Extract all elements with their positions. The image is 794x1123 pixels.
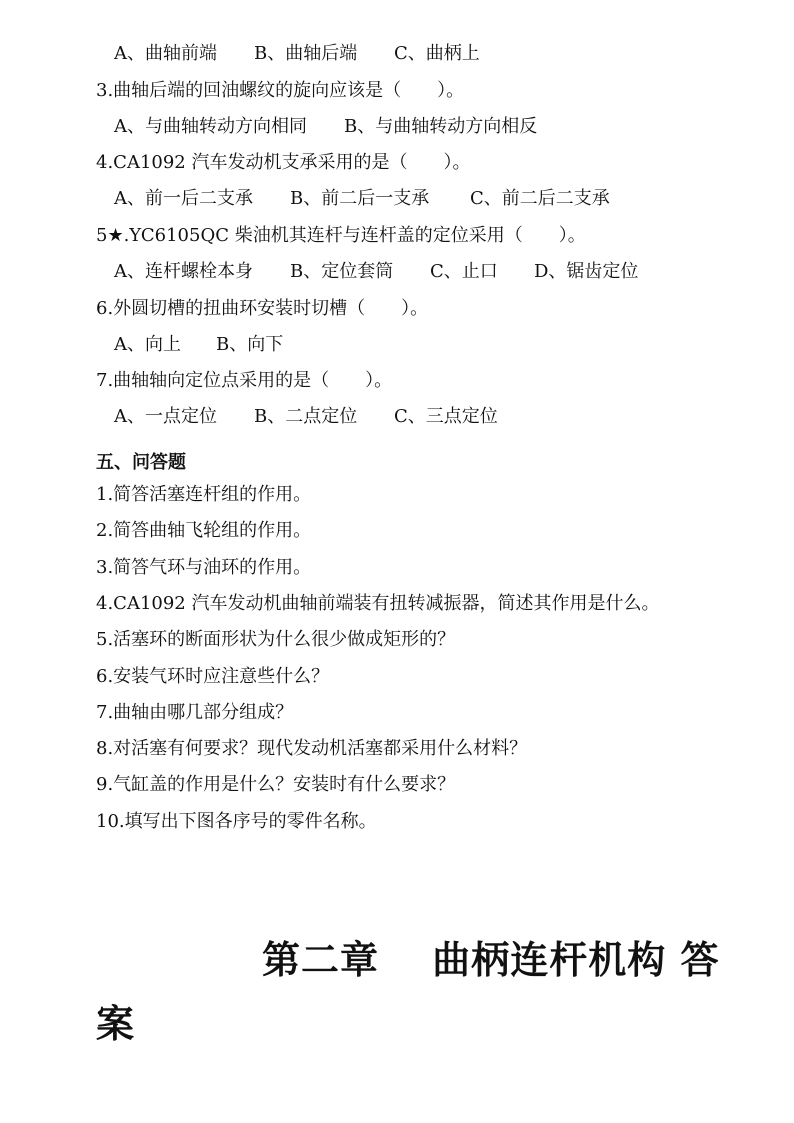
qa-item: 10.填写出下图各序号的零件名称。 (96, 811, 377, 832)
q5-options (114, 260, 638, 284)
option-b: B、定位套筒 (290, 261, 394, 282)
qa-item: 6.安装气环时应注意些什么？ (96, 666, 330, 687)
q3-stem: 3.曲轴后端的回油螺纹的旋向应该是（ ）。 (96, 80, 465, 101)
option-a: A、曲轴前端 (114, 43, 217, 64)
option-d: D、锯齿定位 (534, 261, 639, 282)
qa-item: 1.简答活塞连杆组的作用。 (96, 484, 312, 505)
option-c: C、止口 (430, 261, 498, 282)
option-b: B、曲轴后端 (254, 43, 358, 64)
q4-stem: 4.CA1092 汽车发动机支承采用的是（ ）。 (96, 152, 471, 173)
q5-stem: 5★.YC6105QC 柴油机其连杆与连杆盖的定位采用（ ）。 (96, 225, 586, 246)
qa-item: 2.简答曲轴飞轮组的作用。 (96, 520, 312, 541)
option-b: B、向下 (216, 334, 284, 355)
qa-item: 3.简答气环与油环的作用。 (96, 557, 312, 578)
option-c: C、三点定位 (394, 406, 498, 427)
qa-item: 5.活塞环的断面形状为什么很少做成矩形的？ (96, 629, 456, 650)
option-b: B、与曲轴转动方向相反 (344, 116, 538, 137)
option-b: B、前二后一支承 (290, 188, 430, 209)
option-a: A、连杆螺栓本身 (114, 261, 253, 282)
qa-item: 8.对活塞有何要求？现代发动机活塞都采用什么材料？ (96, 738, 528, 759)
chapter-heading: 第二章 曲柄连杆机构 答 (262, 937, 720, 982)
option-a: A、向上 (114, 334, 181, 355)
qa-item: 9.气缸盖的作用是什么？安装时有什么要求？ (96, 774, 456, 795)
option-b: B、二点定位 (254, 406, 358, 427)
q7-stem: 7.曲轴轴向定位点采用的是（ ）。 (96, 370, 393, 391)
chapter-heading-continued: 案 (96, 1001, 136, 1046)
q3-options (114, 115, 537, 139)
q2-options (114, 42, 480, 66)
option-a: A、与曲轴转动方向相同 (114, 116, 307, 137)
option-a: A、前一后二支承 (114, 188, 253, 209)
option-c: C、前二后二支承 (470, 188, 610, 209)
q7-options (114, 405, 498, 429)
q4-options (114, 187, 610, 211)
option-c: C、曲柄上 (394, 43, 480, 64)
option-a: A、一点定位 (114, 406, 217, 427)
qa-item: 7.曲轴由哪几部分组成？ (96, 702, 294, 723)
section-title: 五、问答题 (96, 452, 186, 473)
q6-stem: 6.外圆切槽的扭曲环安装时切槽（ ）。 (96, 298, 429, 319)
qa-item: 4.CA1092 汽车发动机曲轴前端装有扭转减振器，简述其作用是什么。 (96, 593, 660, 614)
q6-options (114, 333, 283, 357)
